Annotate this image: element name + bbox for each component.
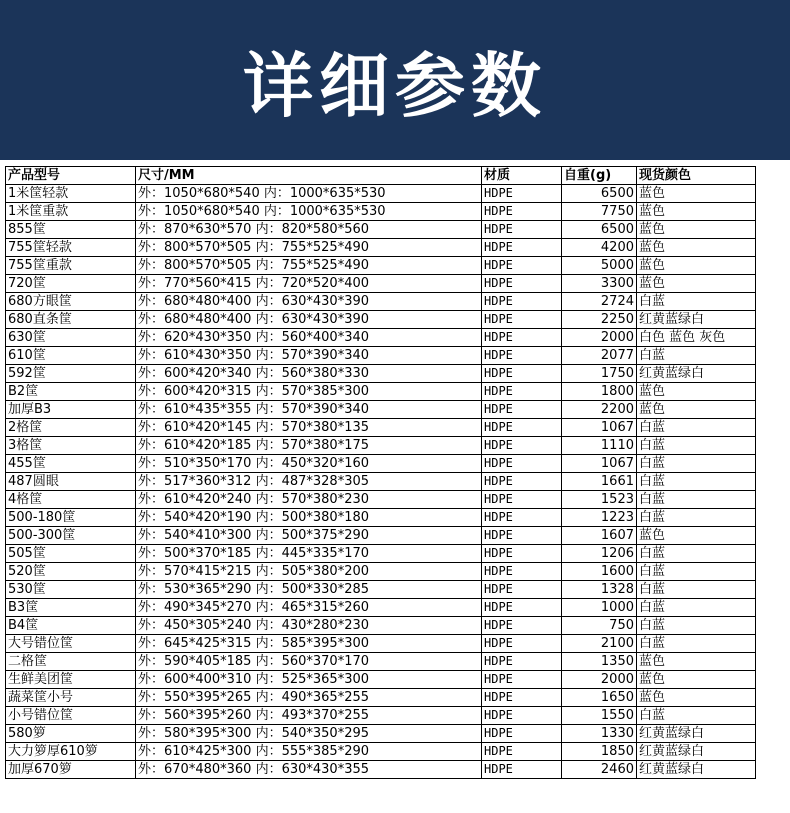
- cell-weight: 2460: [562, 761, 637, 779]
- cell-color: 红黄蓝绿白: [637, 311, 756, 329]
- cell-model: 4格筐: [6, 491, 136, 509]
- cell-material: HDPE: [482, 527, 562, 545]
- table-row: [6, 527, 756, 545]
- cell-model: 487圆眼: [6, 473, 136, 491]
- cell-color: 白蓝: [637, 491, 756, 509]
- cell-size: 外：550*395*265 内：490*365*255: [136, 689, 482, 707]
- cell-weight: 1650: [562, 689, 637, 707]
- cell-color: 白蓝: [637, 347, 756, 365]
- cell-size: 外：1050*680*540 内：1000*635*530: [136, 203, 482, 221]
- table-row: [6, 185, 756, 203]
- table-row: [6, 455, 756, 473]
- cell-model: 大号错位筐: [6, 635, 136, 653]
- parameters-table: [5, 166, 756, 779]
- cell-model: 630筐: [6, 329, 136, 347]
- table-header-row: [6, 167, 756, 185]
- cell-weight: 2077: [562, 347, 637, 365]
- cell-model: 2格筐: [6, 419, 136, 437]
- cell-size: 外：800*570*505 内：755*525*490: [136, 257, 482, 275]
- cell-material: HDPE: [482, 239, 562, 257]
- table-row: [6, 491, 756, 509]
- cell-material: HDPE: [482, 329, 562, 347]
- cell-size: 外：870*630*570 内：820*580*560: [136, 221, 482, 239]
- cell-weight: 1607: [562, 527, 637, 545]
- cell-material: HDPE: [482, 275, 562, 293]
- table-row: [6, 707, 756, 725]
- cell-weight: 1110: [562, 437, 637, 455]
- cell-weight: 1000: [562, 599, 637, 617]
- cell-model: 592筐: [6, 365, 136, 383]
- cell-size: 外：645*425*315 内：585*395*300: [136, 635, 482, 653]
- cell-weight: 2100: [562, 635, 637, 653]
- cell-color: 蓝色: [637, 203, 756, 221]
- cell-material: HDPE: [482, 257, 562, 275]
- cell-size: 外：540*410*300 内：500*375*290: [136, 527, 482, 545]
- cell-size: 外：530*365*290 内：500*330*285: [136, 581, 482, 599]
- cell-weight: 7750: [562, 203, 637, 221]
- cell-material: HDPE: [482, 455, 562, 473]
- table-row: [6, 383, 756, 401]
- cell-weight: 2724: [562, 293, 637, 311]
- cell-model: B3筐: [6, 599, 136, 617]
- cell-size: 外：610*420*240 内：570*380*230: [136, 491, 482, 509]
- cell-model: 530筐: [6, 581, 136, 599]
- cell-material: HDPE: [482, 635, 562, 653]
- cell-material: HDPE: [482, 563, 562, 581]
- cell-color: 白色 蓝色 灰色: [637, 329, 756, 347]
- cell-weight: 1206: [562, 545, 637, 563]
- table-row: [6, 545, 756, 563]
- cell-size: 外：570*415*215 内：505*380*200: [136, 563, 482, 581]
- cell-material: HDPE: [482, 491, 562, 509]
- cell-size: 外：670*480*360 内：630*430*355: [136, 761, 482, 779]
- table-row: [6, 653, 756, 671]
- table-row: [6, 275, 756, 293]
- cell-size: 外：610*420*185 内：570*380*175: [136, 437, 482, 455]
- cell-weight: 5000: [562, 257, 637, 275]
- cell-color: 红黄蓝绿白: [637, 743, 756, 761]
- table-row: [6, 203, 756, 221]
- cell-color: 白蓝: [637, 545, 756, 563]
- table-row: [6, 365, 756, 383]
- table-row: [6, 509, 756, 527]
- page-title: 详细参数: [243, 44, 547, 127]
- cell-model: 加厚B3: [6, 401, 136, 419]
- cell-color: 蓝色: [637, 239, 756, 257]
- cell-material: HDPE: [482, 311, 562, 329]
- table-row: [6, 689, 756, 707]
- table-row: [6, 347, 756, 365]
- cell-weight: 3300: [562, 275, 637, 293]
- cell-color: 白蓝: [637, 455, 756, 473]
- cell-model: 720筐: [6, 275, 136, 293]
- cell-material: HDPE: [482, 347, 562, 365]
- cell-weight: 1223: [562, 509, 637, 527]
- cell-model: 755筐重款: [6, 257, 136, 275]
- cell-material: HDPE: [482, 383, 562, 401]
- table-row: [6, 581, 756, 599]
- cell-material: HDPE: [482, 617, 562, 635]
- cell-model: 455筐: [6, 455, 136, 473]
- table-row: [6, 437, 756, 455]
- cell-model: 500-180筐: [6, 509, 136, 527]
- cell-weight: 6500: [562, 185, 637, 203]
- table-row: [6, 473, 756, 491]
- cell-material: HDPE: [482, 203, 562, 221]
- cell-color: 白蓝: [637, 707, 756, 725]
- cell-color: 蓝色: [637, 185, 756, 203]
- table-row: [6, 563, 756, 581]
- cell-color: 蓝色: [637, 275, 756, 293]
- cell-material: HDPE: [482, 761, 562, 779]
- cell-model: 855筐: [6, 221, 136, 239]
- cell-color: 红黄蓝绿白: [637, 365, 756, 383]
- cell-size: 外：500*370*185 内：445*335*170: [136, 545, 482, 563]
- cell-model: 500-300筐: [6, 527, 136, 545]
- cell-weight: 1661: [562, 473, 637, 491]
- cell-color: 白蓝: [637, 617, 756, 635]
- cell-weight: 1067: [562, 419, 637, 437]
- cell-material: HDPE: [482, 689, 562, 707]
- cell-weight: 2200: [562, 401, 637, 419]
- cell-model: 755筐轻款: [6, 239, 136, 257]
- header-size: 尺寸/MM: [136, 167, 482, 185]
- cell-model: 生鲜美团筐: [6, 671, 136, 689]
- table-row: [6, 671, 756, 689]
- cell-model: B4筐: [6, 617, 136, 635]
- cell-size: 外：450*305*240 内：430*280*230: [136, 617, 482, 635]
- table-row: [6, 293, 756, 311]
- cell-color: 红黄蓝绿白: [637, 761, 756, 779]
- cell-material: HDPE: [482, 653, 562, 671]
- cell-size: 外：600*420*340 内：560*380*330: [136, 365, 482, 383]
- cell-material: HDPE: [482, 671, 562, 689]
- cell-size: 外：680*480*400 内：630*430*390: [136, 311, 482, 329]
- cell-model: 580箩: [6, 725, 136, 743]
- cell-color: 白蓝: [637, 635, 756, 653]
- cell-material: HDPE: [482, 365, 562, 383]
- cell-model: 蔬菜筐小号: [6, 689, 136, 707]
- table-row: [6, 239, 756, 257]
- table-row: [6, 419, 756, 437]
- cell-color: 蓝色: [637, 257, 756, 275]
- table-row: [6, 761, 756, 779]
- cell-weight: 1328: [562, 581, 637, 599]
- cell-size: 外：540*420*190 内：500*380*180: [136, 509, 482, 527]
- title-banner: [0, 0, 790, 160]
- table-row: [6, 401, 756, 419]
- cell-model: 1米筐重款: [6, 203, 136, 221]
- cell-material: HDPE: [482, 599, 562, 617]
- cell-size: 外：770*560*415 内：720*520*400: [136, 275, 482, 293]
- cell-color: 白蓝: [637, 563, 756, 581]
- cell-size: 外：620*430*350 内：560*400*340: [136, 329, 482, 347]
- cell-color: 白蓝: [637, 293, 756, 311]
- cell-size: 外：517*360*312 内：487*328*305: [136, 473, 482, 491]
- cell-color: 白蓝: [637, 419, 756, 437]
- cell-material: HDPE: [482, 185, 562, 203]
- cell-material: HDPE: [482, 581, 562, 599]
- cell-material: HDPE: [482, 725, 562, 743]
- cell-weight: 4200: [562, 239, 637, 257]
- cell-model: 二格筐: [6, 653, 136, 671]
- cell-color: 蓝色: [637, 653, 756, 671]
- cell-material: HDPE: [482, 509, 562, 527]
- cell-model: 加厚670箩: [6, 761, 136, 779]
- cell-material: HDPE: [482, 743, 562, 761]
- cell-weight: 1750: [562, 365, 637, 383]
- cell-material: HDPE: [482, 473, 562, 491]
- cell-size: 外：490*345*270 内：465*315*260: [136, 599, 482, 617]
- cell-weight: 2000: [562, 671, 637, 689]
- cell-weight: 2000: [562, 329, 637, 347]
- cell-color: 白蓝: [637, 509, 756, 527]
- table-row: [6, 329, 756, 347]
- cell-size: 外：610*430*350 内：570*390*340: [136, 347, 482, 365]
- cell-model: 680直条筐: [6, 311, 136, 329]
- table-row: [6, 311, 756, 329]
- cell-material: HDPE: [482, 293, 562, 311]
- table-row: [6, 635, 756, 653]
- cell-size: 外：800*570*505 内：755*525*490: [136, 239, 482, 257]
- cell-weight: 1600: [562, 563, 637, 581]
- cell-model: 大力箩厚610箩: [6, 743, 136, 761]
- cell-weight: 1523: [562, 491, 637, 509]
- cell-color: 蓝色: [637, 527, 756, 545]
- header-weight: 自重(g): [562, 167, 637, 185]
- cell-weight: 750: [562, 617, 637, 635]
- cell-weight: 1067: [562, 455, 637, 473]
- cell-size: 外：560*395*260 内：493*370*255: [136, 707, 482, 725]
- table-row: [6, 743, 756, 761]
- cell-weight: 1800: [562, 383, 637, 401]
- cell-size: 外：1050*680*540 内：1000*635*530: [136, 185, 482, 203]
- cell-weight: 6500: [562, 221, 637, 239]
- cell-color: 红黄蓝绿白: [637, 725, 756, 743]
- cell-model: 1米筐轻款: [6, 185, 136, 203]
- cell-size: 外：610*435*355 内：570*390*340: [136, 401, 482, 419]
- cell-model: 505筐: [6, 545, 136, 563]
- cell-color: 蓝色: [637, 221, 756, 239]
- cell-model: 680方眼筐: [6, 293, 136, 311]
- table-row: [6, 617, 756, 635]
- cell-size: 外：680*480*400 内：630*430*390: [136, 293, 482, 311]
- cell-color: 白蓝: [637, 473, 756, 491]
- cell-size: 外：600*420*315 内：570*385*300: [136, 383, 482, 401]
- header-color: 现货颜色: [637, 167, 756, 185]
- cell-size: 外：600*400*310 内：525*365*300: [136, 671, 482, 689]
- cell-color: 白蓝: [637, 599, 756, 617]
- cell-weight: 1550: [562, 707, 637, 725]
- cell-color: 白蓝: [637, 581, 756, 599]
- header-model: 产品型号: [6, 167, 136, 185]
- cell-size: 外：610*420*145 内：570*380*135: [136, 419, 482, 437]
- table-row: [6, 599, 756, 617]
- cell-material: HDPE: [482, 437, 562, 455]
- cell-weight: 1350: [562, 653, 637, 671]
- cell-model: 3格筐: [6, 437, 136, 455]
- table-row: [6, 221, 756, 239]
- cell-color: 蓝色: [637, 383, 756, 401]
- cell-material: HDPE: [482, 545, 562, 563]
- cell-material: HDPE: [482, 707, 562, 725]
- cell-size: 外：510*350*170 内：450*320*160: [136, 455, 482, 473]
- cell-color: 蓝色: [637, 401, 756, 419]
- table-row: [6, 725, 756, 743]
- cell-model: 520筐: [6, 563, 136, 581]
- cell-material: HDPE: [482, 401, 562, 419]
- cell-size: 外：610*425*300 内：555*385*290: [136, 743, 482, 761]
- cell-size: 外：580*395*300 内：540*350*295: [136, 725, 482, 743]
- cell-material: HDPE: [482, 221, 562, 239]
- cell-weight: 1850: [562, 743, 637, 761]
- cell-color: 蓝色: [637, 689, 756, 707]
- table-row: [6, 257, 756, 275]
- header-material: 材质: [482, 167, 562, 185]
- cell-material: HDPE: [482, 419, 562, 437]
- cell-weight: 2250: [562, 311, 637, 329]
- cell-model: 小号错位筐: [6, 707, 136, 725]
- cell-model: B2筐: [6, 383, 136, 401]
- cell-model: 610筐: [6, 347, 136, 365]
- cell-weight: 1330: [562, 725, 637, 743]
- cell-color: 蓝色: [637, 671, 756, 689]
- cell-color: 白蓝: [637, 437, 756, 455]
- cell-size: 外：590*405*185 内：560*370*170: [136, 653, 482, 671]
